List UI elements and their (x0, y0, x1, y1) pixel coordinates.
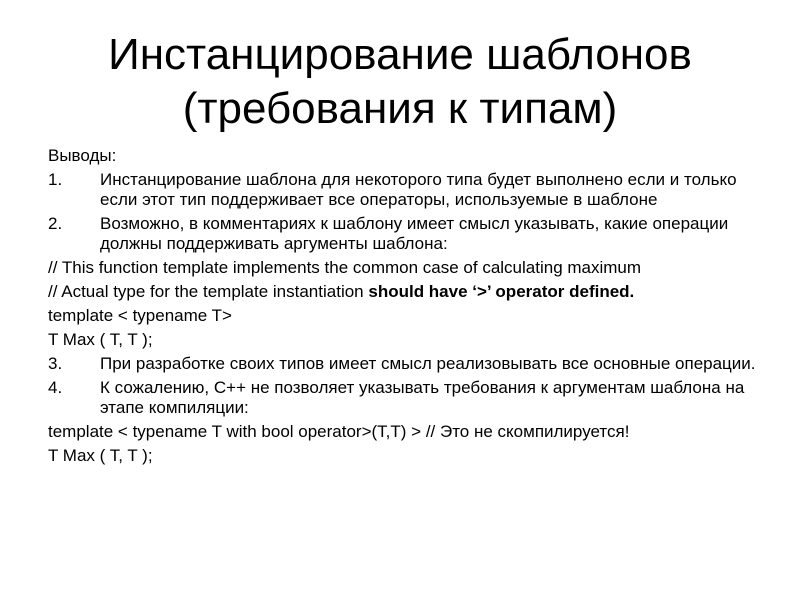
list-item-text: К сожалению, C++ не позволяет указывать требования к аргументам шаблона на этапе компиляции: (100, 378, 745, 417)
list-item-text: При разработке своих типов имеет смысл реализовывать все основные операции. (100, 354, 756, 373)
list-item-3 (48, 354, 768, 374)
list-item-4 (48, 378, 768, 418)
code-max-2: T Max ( T, T ); (48, 446, 153, 465)
code-comment-2 (48, 282, 768, 302)
list-item-1 (48, 170, 768, 210)
title-line-2: (требования к типам) (182, 84, 618, 133)
list-number: 4. (48, 378, 63, 397)
list-item-text: Возможно, в комментариях к шаблону имеет смысл указывать, какие операции должны поддерживать аргументы шаблона: (100, 214, 729, 253)
list-item-text: Инстанцирование шаблона для некоторого типа будет выполнено если и только если этот тип поддерживает все операторы, используемые в шаблоне (100, 170, 737, 209)
code-template-1: template < typename T> (48, 306, 232, 325)
conclusions-heading: Выводы: (48, 146, 117, 165)
code-comment-2-emphasis: should have ‘>’ operator defined. (368, 282, 635, 301)
list-item-2 (48, 214, 768, 254)
title-line-1: Инстанцирование шаблонов (108, 30, 692, 79)
list-number: 2. (48, 214, 63, 233)
slide-body (48, 146, 768, 470)
list-number: 3. (48, 354, 63, 373)
code-template-2: template < typename T with bool operator>(T,T) > // Это не скомпилируется! (48, 422, 630, 441)
list-number: 1. (48, 170, 63, 189)
code-comment-2-text: // Actual type for the template instantiation (48, 282, 369, 301)
slide-title (40, 28, 760, 136)
code-comment-1: // This function template implements the common case of calculating maximum (48, 258, 642, 277)
code-max-1: T Max ( T, T ); (48, 330, 153, 349)
